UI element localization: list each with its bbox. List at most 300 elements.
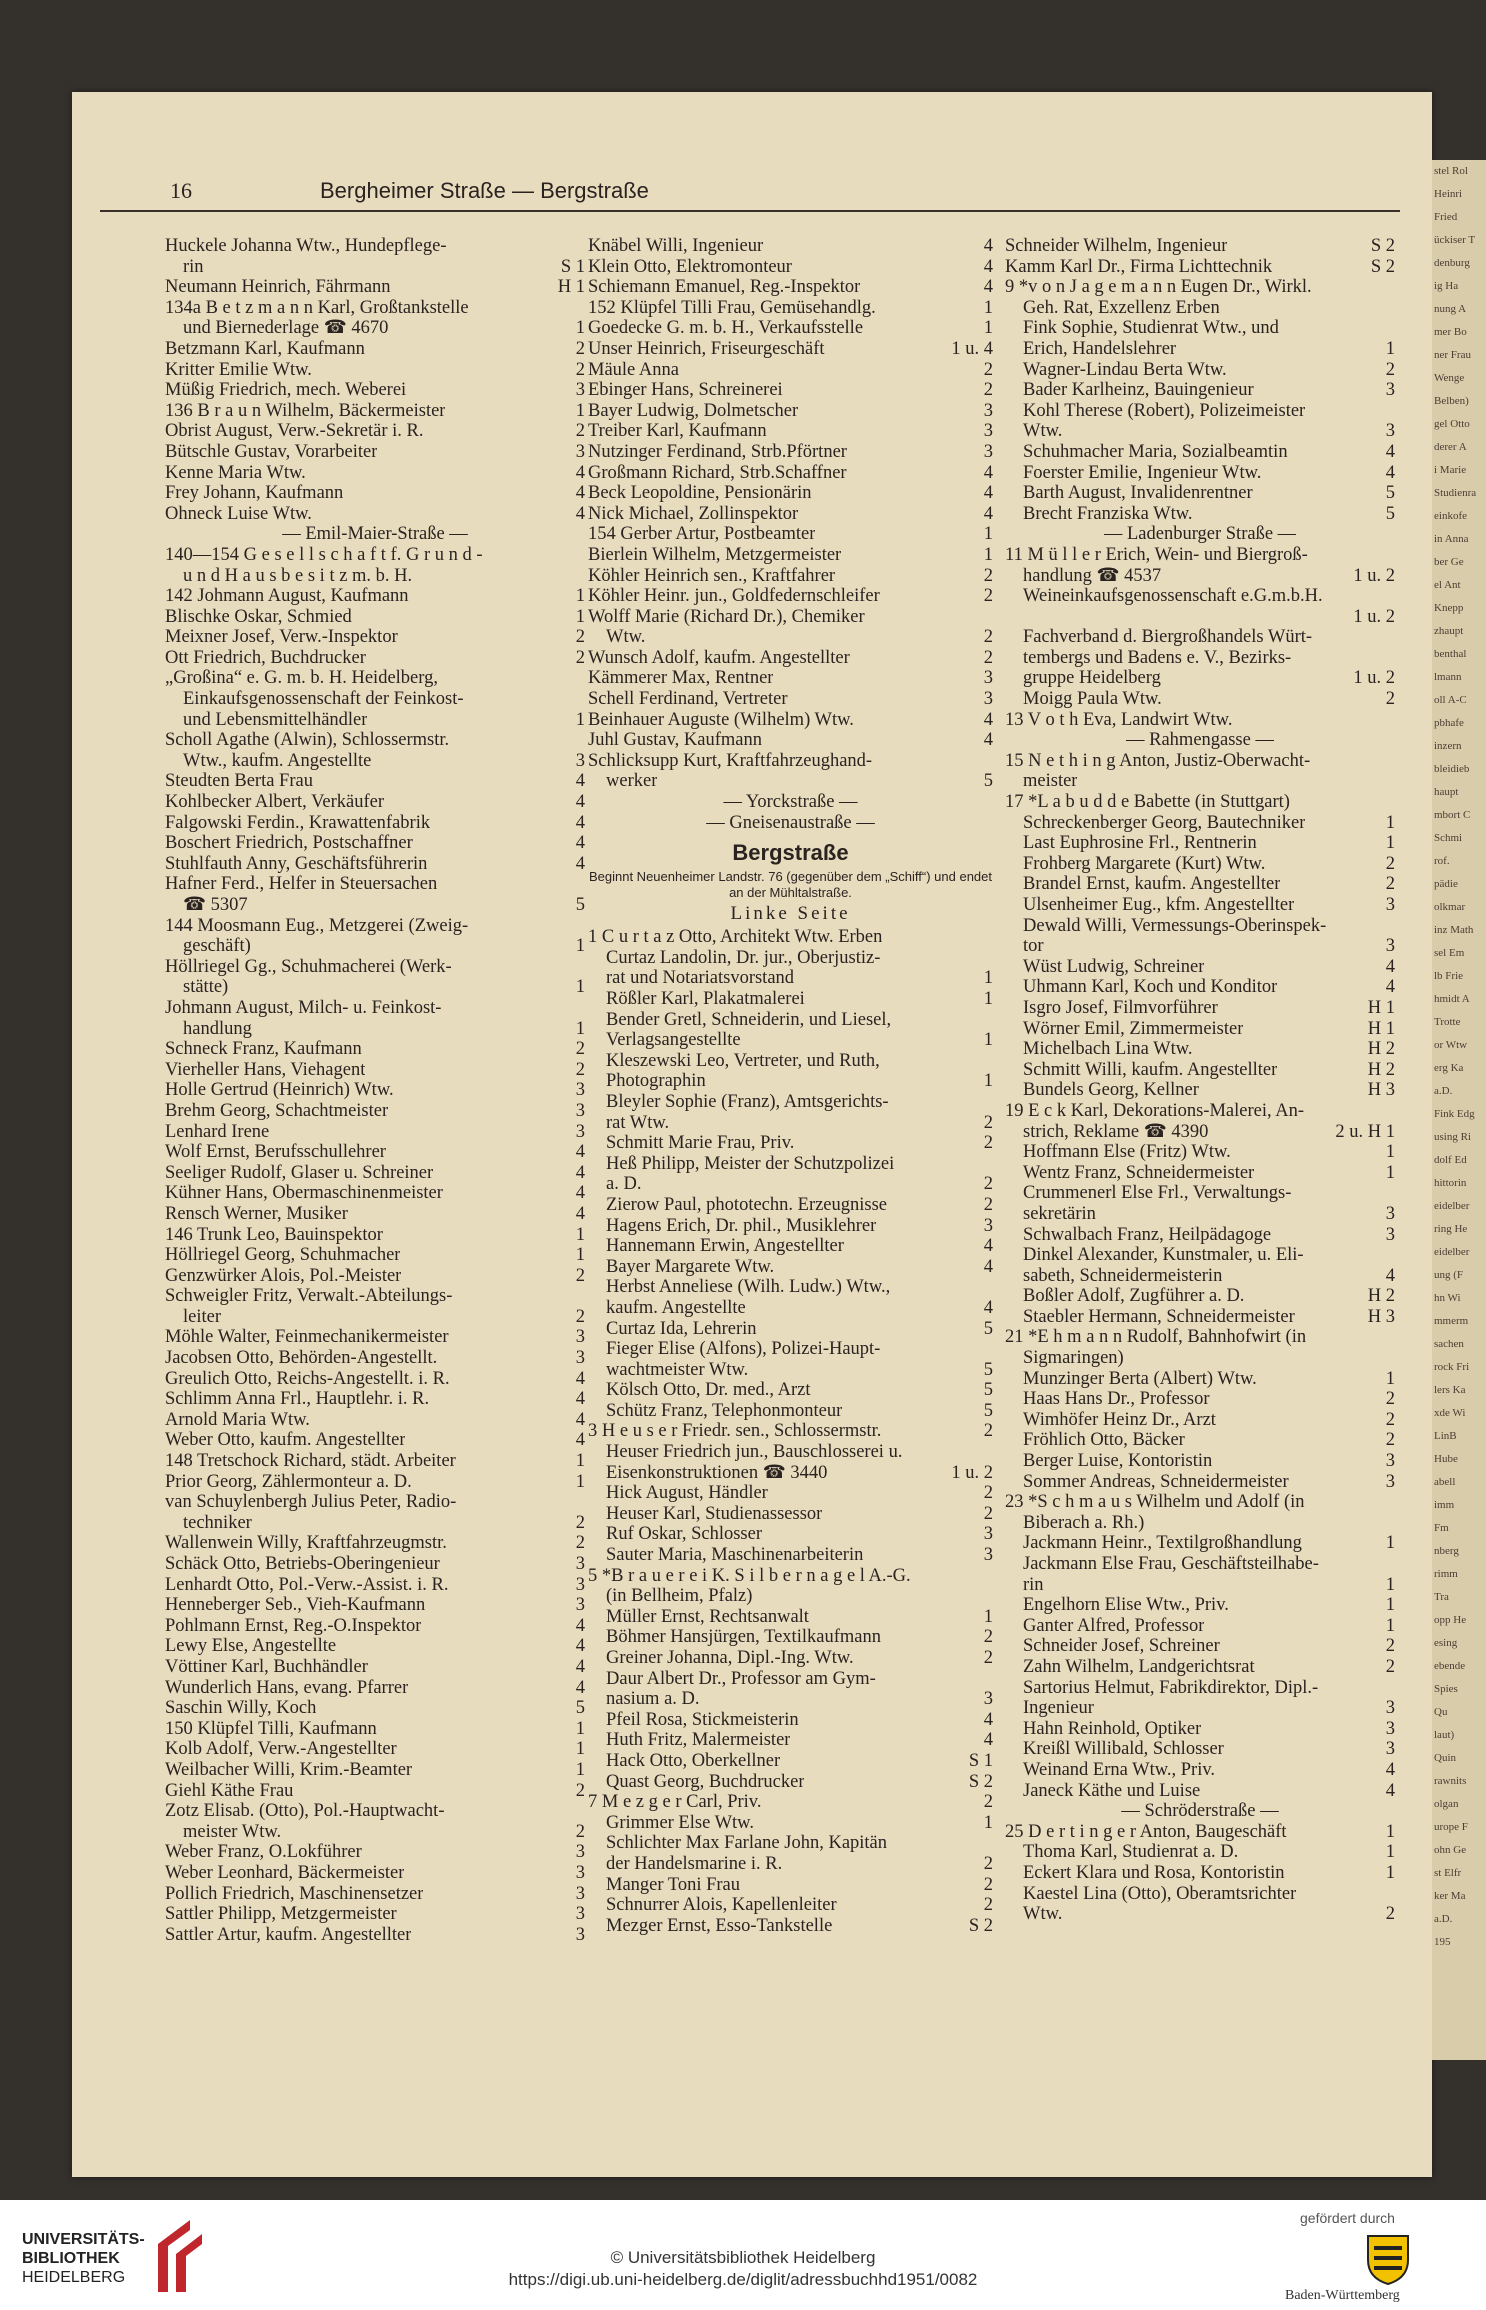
edge-fragment: mmerm xyxy=(1434,1315,1469,1327)
directory-entry xyxy=(1005,339,1395,360)
entry-text: Sauter Maria, Maschinenarbeiterin xyxy=(606,1545,864,1566)
cross-street-label xyxy=(1005,730,1395,751)
entry-text: Mezger Ernst, Esso-Tankstelle xyxy=(606,1915,833,1936)
directory-entry xyxy=(588,1463,993,1484)
edge-fragment: eidelber xyxy=(1434,1246,1470,1258)
entry-text: Kühner Hans, Obermaschinenmeister xyxy=(165,1183,443,1204)
directory-entry xyxy=(165,1039,585,1060)
edge-fragment: a.D. xyxy=(1434,1913,1453,1925)
directory-entry xyxy=(1005,545,1395,566)
floor-number: 4 xyxy=(983,277,993,298)
directory-entry xyxy=(588,1360,993,1381)
directory-entry xyxy=(588,1772,993,1793)
entry-text: 154 Gerber Artur, Postbeamter xyxy=(588,524,816,545)
floor-number: 1 xyxy=(983,968,993,989)
entry-text: Quast Georg, Buchdrucker xyxy=(606,1771,805,1792)
floor-number: 5 xyxy=(983,1400,993,1421)
entry-text: Ulsenheimer Eug., kfm. Angestellter xyxy=(1023,895,1295,915)
floor-number: 3 xyxy=(575,1080,585,1101)
directory-entry xyxy=(165,1781,585,1802)
directory-entry xyxy=(165,1060,585,1081)
directory-entry xyxy=(1005,957,1395,978)
entry-text: Zotz Elisab. (Otto), Pol.-Hauptwacht- xyxy=(165,1801,445,1822)
directory-entry xyxy=(165,1183,585,1204)
floor-number: S 2 xyxy=(1370,256,1395,277)
floor-number: 2 xyxy=(983,1133,993,1154)
entry-text: Munzinger Berta (Albert) Wtw. xyxy=(1023,1368,1257,1389)
directory-entry xyxy=(588,483,993,504)
floor-number: 2 xyxy=(575,1512,585,1533)
entry-text: Kolb Adolf, Verw.-Angestellter xyxy=(165,1739,397,1760)
floor-number: 2 xyxy=(983,380,993,401)
directory-entry xyxy=(165,792,585,813)
entry-text: Weilbacher Willi, Krim.-Beamter xyxy=(165,1759,413,1780)
entry-text: Last Euphrosine Frl., Rentnerin xyxy=(1023,833,1257,854)
entry-text: Hoffmann Else (Fritz) Wtw. xyxy=(1023,1142,1231,1163)
entry-text: — Yorckstraße — xyxy=(723,792,858,813)
floor-number: 4 xyxy=(575,1615,585,1636)
floor-number: 3 xyxy=(575,441,585,462)
entry-text: Sommer Andreas, Schneidermeister xyxy=(1023,1471,1289,1492)
floor-number: 2 xyxy=(575,1780,585,1801)
directory-entry xyxy=(165,1019,585,1040)
floor-number: 2 xyxy=(575,1533,585,1554)
directory-entry xyxy=(165,545,585,566)
directory-entry xyxy=(1005,1513,1395,1534)
entry-text: Wolff Marie (Richard Dr.), Chemiker xyxy=(588,606,865,627)
directory-entry xyxy=(1005,277,1395,298)
entry-text: Erich, Handelslehrer xyxy=(1023,338,1177,359)
entry-text: 134a B e t z m a n n Karl, Großtankstelle xyxy=(165,297,469,318)
floor-number: 5 xyxy=(1385,483,1395,504)
entry-text: 13 V o t h Eva, Landwirt Wtw. xyxy=(1005,709,1233,730)
floor-number: 1 xyxy=(1385,338,1395,359)
directory-entry xyxy=(1005,1142,1395,1163)
directory-entry xyxy=(588,401,993,422)
entry-text: 9 *v o n J a g e m a n n Eugen Dr., Wirkl. xyxy=(1005,277,1312,298)
entry-text: sabeth, Schneidermeisterin xyxy=(1023,1265,1223,1286)
directory-entry xyxy=(165,1080,585,1101)
entry-text: Beinhauer Auguste (Wilhelm) Wtw. xyxy=(588,709,854,730)
entry-text: Schlimm Anna Frl., Hauptlehr. i. R. xyxy=(165,1389,430,1410)
directory-entry xyxy=(588,1689,993,1710)
directory-entry xyxy=(165,1554,585,1575)
directory-entry xyxy=(1005,1019,1395,1040)
floor-number: 2 xyxy=(1385,853,1395,874)
directory-entry xyxy=(1005,627,1395,648)
entry-text: Rensch Werner, Musiker xyxy=(165,1203,348,1224)
directory-entry xyxy=(588,1504,993,1525)
directory-entry xyxy=(165,895,585,916)
edge-fragment: using Ri xyxy=(1434,1131,1471,1143)
floor-number: 5 xyxy=(575,895,585,915)
entry-text: Holle Gertrud (Heinrich) Wtw. xyxy=(165,1080,394,1101)
entry-text: Huckele Johanna Wtw., Hundepflege- xyxy=(165,236,447,256)
floor-number: 1 xyxy=(983,318,993,339)
entry-text: Fachverband d. Biergroßhandels Würt- xyxy=(1023,627,1313,648)
floor-number: H 2 xyxy=(1367,1286,1395,1307)
floor-number: 2 xyxy=(983,1853,993,1874)
floor-number: 2 xyxy=(983,1483,993,1504)
directory-entry xyxy=(165,607,585,628)
entry-text: leiter xyxy=(183,1306,222,1327)
floor-number: 4 xyxy=(1385,441,1395,462)
entry-text: meister Wtw. xyxy=(183,1821,282,1842)
floor-number: 1 xyxy=(983,1030,993,1051)
floor-number: 4 xyxy=(575,853,585,874)
directory-entry xyxy=(1005,380,1395,401)
directory-entry xyxy=(165,854,585,875)
directory-entry xyxy=(165,1513,585,1534)
edge-fragment: hittorin xyxy=(1434,1177,1467,1189)
entry-text: kaufm. Angestellte xyxy=(606,1297,746,1318)
directory-entry xyxy=(588,524,993,545)
floor-number: 4 xyxy=(575,1203,585,1224)
directory-entry xyxy=(1005,771,1395,792)
directory-entry xyxy=(165,339,585,360)
edge-fragment: Studienra xyxy=(1434,487,1477,499)
directory-entry xyxy=(165,566,585,587)
entry-text: — Rahmengasse — xyxy=(1126,730,1274,751)
directory-entry xyxy=(1005,1183,1395,1204)
directory-entry xyxy=(588,771,993,792)
entry-text: — Gneisenaustraße — xyxy=(706,812,875,833)
edge-fragment: inz Math xyxy=(1434,924,1474,936)
directory-entry xyxy=(165,1122,585,1143)
directory-entry xyxy=(165,1369,585,1390)
directory-entry xyxy=(1005,751,1395,772)
library-line-1: UNIVERSITÄTS- xyxy=(22,2231,145,2248)
directory-entry xyxy=(588,1751,993,1772)
floor-number: 3 xyxy=(1385,1718,1395,1739)
directory-entry xyxy=(165,401,585,422)
directory-entry xyxy=(165,1657,585,1678)
page-number: 16 xyxy=(170,178,192,203)
entry-text: Mäule Anna xyxy=(588,359,679,380)
floor-number: 3 xyxy=(1385,1224,1395,1245)
floor-number: 3 xyxy=(575,1904,585,1925)
floor-number: 3 xyxy=(575,1121,585,1142)
entry-text: Jacobsen Otto, Behörden-Angestellt. xyxy=(165,1348,438,1369)
directory-entry xyxy=(1005,916,1395,937)
floor-number: 1 xyxy=(983,1812,993,1833)
floor-number: 2 xyxy=(983,565,993,586)
entry-text: Sattler Artur, kaufm. Angestellter xyxy=(165,1924,412,1945)
directory-entry xyxy=(1005,1616,1395,1637)
directory-entry xyxy=(588,236,993,257)
edge-fragment: ring He xyxy=(1434,1223,1468,1235)
entry-text: 7 M e z g e r Carl, Priv. xyxy=(588,1792,762,1813)
edge-fragment: or Wtw xyxy=(1434,1039,1468,1051)
entry-text: Eisenkonstruktionen ☎ 3440 xyxy=(606,1462,828,1483)
directory-entry xyxy=(588,1298,993,1319)
floor-number: 1 xyxy=(575,1451,585,1472)
directory-entry xyxy=(588,318,993,339)
directory-entry xyxy=(165,998,585,1019)
entry-text: Schweigler Fritz, Verwalt.-Abteilungs- xyxy=(165,1286,453,1307)
directory-entry xyxy=(165,710,585,731)
directory-entry xyxy=(1005,1060,1395,1081)
entry-text: 140—154 G e s e l l s c h a f t f. G r u n d - xyxy=(165,544,483,565)
directory-entry xyxy=(588,710,993,731)
directory-entry xyxy=(165,1595,585,1616)
directory-entry xyxy=(588,257,993,278)
entry-text: Frey Johann, Kaufmann xyxy=(165,483,344,504)
entry-text: 150 Klüpfel Tilli, Kaufmann xyxy=(165,1718,377,1739)
edge-fragment: pädie xyxy=(1434,878,1458,890)
floor-number: 2 u. H 1 xyxy=(1335,1121,1395,1142)
directory-entry xyxy=(588,1319,993,1340)
entry-text: Meixner Josef, Verw.-Inspektor xyxy=(165,627,398,648)
floor-number: 3 xyxy=(1385,1471,1395,1492)
entry-text: Greulich Otto, Reichs-Angestellt. i. R. xyxy=(165,1368,450,1389)
floor-number: 3 xyxy=(575,1842,585,1863)
entry-text: Greiner Johanna, Dipl.-Ing. Wtw. xyxy=(606,1648,854,1668)
directory-entry xyxy=(165,730,585,751)
entry-text: Jackmann Else Frau, Geschäftsteilhabe- xyxy=(1023,1554,1319,1574)
directory-entry xyxy=(588,1566,993,1587)
floor-number: 1 xyxy=(575,936,585,957)
directory-entry xyxy=(588,1607,993,1628)
directory-entry xyxy=(1005,1080,1395,1101)
floor-number: 2 xyxy=(983,1648,993,1668)
edge-fragment: LinB xyxy=(1434,1430,1457,1442)
entry-text: Pollich Friedrich, Maschinensetzer xyxy=(165,1883,424,1904)
directory-entry xyxy=(1005,1822,1395,1843)
floor-number: 4 xyxy=(575,1368,585,1389)
source-url[interactable]: https://digi.ub.uni-heidelberg.de/diglit/adressbuchhd1951/0082 xyxy=(508,2270,978,2289)
floor-number: 4 xyxy=(1385,977,1395,998)
entry-text: Schuhmacher Maria, Sozialbeamtin xyxy=(1023,441,1288,462)
floor-number: 4 xyxy=(983,709,993,730)
directory-column-3 xyxy=(1005,236,1395,1925)
edge-fragment: haupt xyxy=(1434,786,1459,798)
directory-entry xyxy=(1005,668,1395,689)
directory-entry xyxy=(165,298,585,319)
floor-number: 5 xyxy=(983,1380,993,1401)
floor-number: 1 xyxy=(1385,1162,1395,1183)
floor-number: S 2 xyxy=(968,1771,993,1792)
entry-text: Wunderlich Hans, evang. Pfarrer xyxy=(165,1677,409,1698)
edge-fragment: Quin xyxy=(1434,1752,1456,1764)
entry-text: Wagner-Lindau Berta Wtw. xyxy=(1023,359,1227,380)
entry-text: 5 *B r a u e r e i K. S i l b e r n a g e l A.-G. xyxy=(588,1565,911,1586)
floor-number: S 1 xyxy=(560,256,585,277)
directory-entry xyxy=(165,236,585,257)
floor-number: 4 xyxy=(575,483,585,504)
edge-fragment: rimm xyxy=(1434,1568,1458,1580)
directory-entry xyxy=(1005,401,1395,422)
floor-number: 1 xyxy=(575,977,585,998)
floor-number: 4 xyxy=(575,503,585,524)
floor-number: 1 xyxy=(575,1718,585,1739)
entry-text: Heuser Friedrich jun., Bauschlosserei u. xyxy=(606,1442,903,1463)
entry-text: Seeliger Rudolf, Glaser u. Schreiner xyxy=(165,1162,434,1183)
entry-text: Großmann Richard, Strb.Schaffner xyxy=(588,462,847,483)
floor-number: 1 xyxy=(1385,1368,1395,1389)
entry-text: Kleszewski Leo, Vertreter, und Ruth, xyxy=(606,1050,880,1071)
floor-number: 4 xyxy=(575,792,585,813)
directory-entry xyxy=(588,1792,993,1813)
edge-fragment: Tra xyxy=(1434,1591,1449,1603)
directory-entry xyxy=(588,277,993,298)
edge-fragment: urope F xyxy=(1434,1821,1468,1833)
floor-number: 1 u. 4 xyxy=(951,338,993,359)
entry-text: Höllriegel Georg, Schuhmacher xyxy=(165,1245,401,1266)
directory-entry xyxy=(1005,360,1395,381)
directory-entry xyxy=(165,1142,585,1163)
directory-entry xyxy=(165,421,585,442)
entry-text: Brehm Georg, Schachtmeister xyxy=(165,1100,389,1121)
entry-text: Nick Michael, Zollinspektor xyxy=(588,503,799,524)
entry-text: Hack Otto, Oberkellner xyxy=(606,1750,781,1771)
edge-fragment: erg Ka xyxy=(1434,1062,1464,1074)
entry-text: — Emil-Maier-Straße — xyxy=(282,524,468,545)
entry-text: Schell Ferdinand, Vertreter xyxy=(588,689,788,710)
entry-text: Henneberger Seb., Vieh-Kaufmann xyxy=(165,1595,426,1616)
entry-text: Isgro Josef, Filmvorführer xyxy=(1023,997,1218,1018)
entry-text: Schütz Franz, Telephonmonteur xyxy=(606,1400,843,1421)
floor-number: 1 xyxy=(575,1018,585,1039)
entry-text: Saschin Willy, Koch xyxy=(165,1698,317,1719)
directory-entry xyxy=(588,504,993,525)
directory-entry xyxy=(1005,1451,1395,1472)
floor-number: 1 xyxy=(983,1606,993,1627)
entry-text: wachtmeister Wtw. xyxy=(606,1359,749,1380)
floor-number: 1 xyxy=(1385,1615,1395,1636)
directory-entry xyxy=(165,1739,585,1760)
floor-number: 3 xyxy=(575,1574,585,1595)
entry-text: Hahn Reinhold, Optiker xyxy=(1023,1718,1202,1739)
directory-entry xyxy=(588,627,993,648)
cross-street-label xyxy=(165,524,585,545)
directory-entry xyxy=(1005,792,1395,813)
entry-text: Wentz Franz, Schneidermeister xyxy=(1023,1162,1255,1183)
entry-text: 142 Johmann August, Kaufmann xyxy=(165,586,409,607)
entry-text: Curtaz Ida, Lehrerin xyxy=(606,1318,757,1339)
edge-fragment: opp He xyxy=(1434,1614,1467,1626)
directory-entry xyxy=(1005,257,1395,278)
directory-entry xyxy=(165,463,585,484)
floor-number: 1 xyxy=(1385,1595,1395,1616)
directory-entry xyxy=(588,463,993,484)
directory-entry xyxy=(1005,648,1395,669)
edge-fragment: i Marie xyxy=(1434,464,1467,476)
entry-text: 146 Trunk Leo, Bauinspektor xyxy=(165,1224,383,1245)
entry-text: Foerster Emilie, Ingenieur Wtw. xyxy=(1023,462,1262,483)
edge-fragment: rawnits xyxy=(1434,1775,1467,1787)
entry-text: 17 *L a b u d d e Babette (in Stuttgart) xyxy=(1005,792,1290,813)
directory-entry xyxy=(588,1051,993,1072)
edge-fragment: Fried xyxy=(1434,211,1458,223)
floor-number: 3 xyxy=(1385,380,1395,401)
floor-number: 4 xyxy=(1385,956,1395,977)
edge-fragment: nung A xyxy=(1434,303,1467,315)
directory-entry xyxy=(1005,1101,1395,1122)
directory-entry xyxy=(588,298,993,319)
directory-entry xyxy=(588,1216,993,1237)
entry-text: Bundels Georg, Kellner xyxy=(1023,1080,1199,1101)
entry-text: Weber Leonhard, Bäckermeister xyxy=(165,1862,405,1883)
floor-number: 1 xyxy=(575,586,585,607)
directory-entry xyxy=(165,1842,585,1863)
floor-number: H 3 xyxy=(1367,1080,1395,1101)
floor-number: S 2 xyxy=(1370,236,1395,256)
entry-text: Pohlmann Ernst, Reg.-O.Inspektor xyxy=(165,1615,422,1636)
floor-number: 2 xyxy=(983,627,993,648)
floor-number: S 1 xyxy=(968,1750,993,1771)
directory-entry xyxy=(588,648,993,669)
directory-entry xyxy=(165,1410,585,1431)
directory-entry xyxy=(165,1245,585,1266)
entry-text: Wtw. xyxy=(606,627,646,648)
floor-number: 1 xyxy=(983,1071,993,1092)
edge-fragment: einkofe xyxy=(1434,510,1467,522)
edge-fragment: 195 xyxy=(1434,1936,1451,1948)
floor-number: 4 xyxy=(575,833,585,854)
street-note: Beginnt Neuenheimer Landstr. 76 (gegenüber dem „Schiff“) und endet an der Mühltalstraße. xyxy=(588,869,993,901)
directory-entry xyxy=(1005,689,1395,710)
floor-number: 1 xyxy=(575,1245,585,1266)
directory-entry xyxy=(1005,936,1395,957)
entry-text: Böhmer Hansjürgen, Textilkaufmann xyxy=(606,1627,881,1648)
floor-number: 3 xyxy=(983,421,993,442)
entry-text: Biberach a. Rh.) xyxy=(1023,1512,1145,1533)
edge-fragment: ner Frau xyxy=(1434,349,1471,361)
entry-text: 3 H e u s e r Friedr. sen., Schlossermstr. xyxy=(588,1421,882,1442)
directory-column-2 xyxy=(588,236,993,1936)
entry-text: Staebler Hermann, Schneidermeister xyxy=(1023,1306,1295,1327)
entry-text: Uhmann Karl, Koch und Konditor xyxy=(1023,977,1278,998)
cross-street-label xyxy=(1005,1801,1395,1822)
floor-number: 4 xyxy=(575,1677,585,1698)
edge-fragment: stel Rol xyxy=(1434,165,1468,177)
directory-entry xyxy=(165,483,585,504)
entry-text: Schneider Wilhelm, Ingenieur xyxy=(1005,236,1228,256)
directory-entry xyxy=(1005,998,1395,1019)
entry-text: Eckert Klara und Rosa, Kontoristin xyxy=(1023,1862,1285,1883)
directory-entry xyxy=(165,1327,585,1348)
edge-fragment: olgan xyxy=(1434,1798,1459,1810)
floor-number: 5 xyxy=(1385,503,1395,524)
directory-entry xyxy=(1005,1369,1395,1390)
entry-text: nasium a. D. xyxy=(606,1689,700,1710)
floor-number: 2 xyxy=(1385,359,1395,380)
floor-number: 1 xyxy=(575,400,585,421)
floor-number: 2 xyxy=(983,1895,993,1916)
entry-text: Sartorius Helmut, Fabrikdirektor, Dipl.- xyxy=(1023,1677,1319,1698)
floor-number: 4 xyxy=(983,1256,993,1277)
floor-number: 3 xyxy=(1385,1698,1395,1719)
entry-text: Goedecke G. m. b. H., Verkaufsstelle xyxy=(588,318,864,339)
directory-entry xyxy=(588,421,993,442)
floor-number: 1 xyxy=(983,989,993,1009)
edge-fragment: sel Em xyxy=(1434,947,1465,959)
directory-entry xyxy=(1005,1122,1395,1143)
entry-text: Schnurrer Alois, Kapellenleiter xyxy=(606,1895,837,1916)
entry-text: Schreckenberger Georg, Bautechniker xyxy=(1023,812,1306,833)
directory-entry xyxy=(588,339,993,360)
floor-number: 5 xyxy=(575,1698,585,1719)
floor-number: 5 xyxy=(983,1359,993,1380)
floor-number: 3 xyxy=(1385,421,1395,442)
directory-entry xyxy=(1005,442,1395,463)
entry-text: Beck Leopoldine, Pensionärin xyxy=(588,483,812,504)
entry-text: Arnold Maria Wtw. xyxy=(165,1409,310,1430)
entry-text: Ingenieur xyxy=(1023,1698,1094,1719)
directory-entry xyxy=(588,1545,993,1566)
edge-fragment: mbort C xyxy=(1434,809,1471,821)
